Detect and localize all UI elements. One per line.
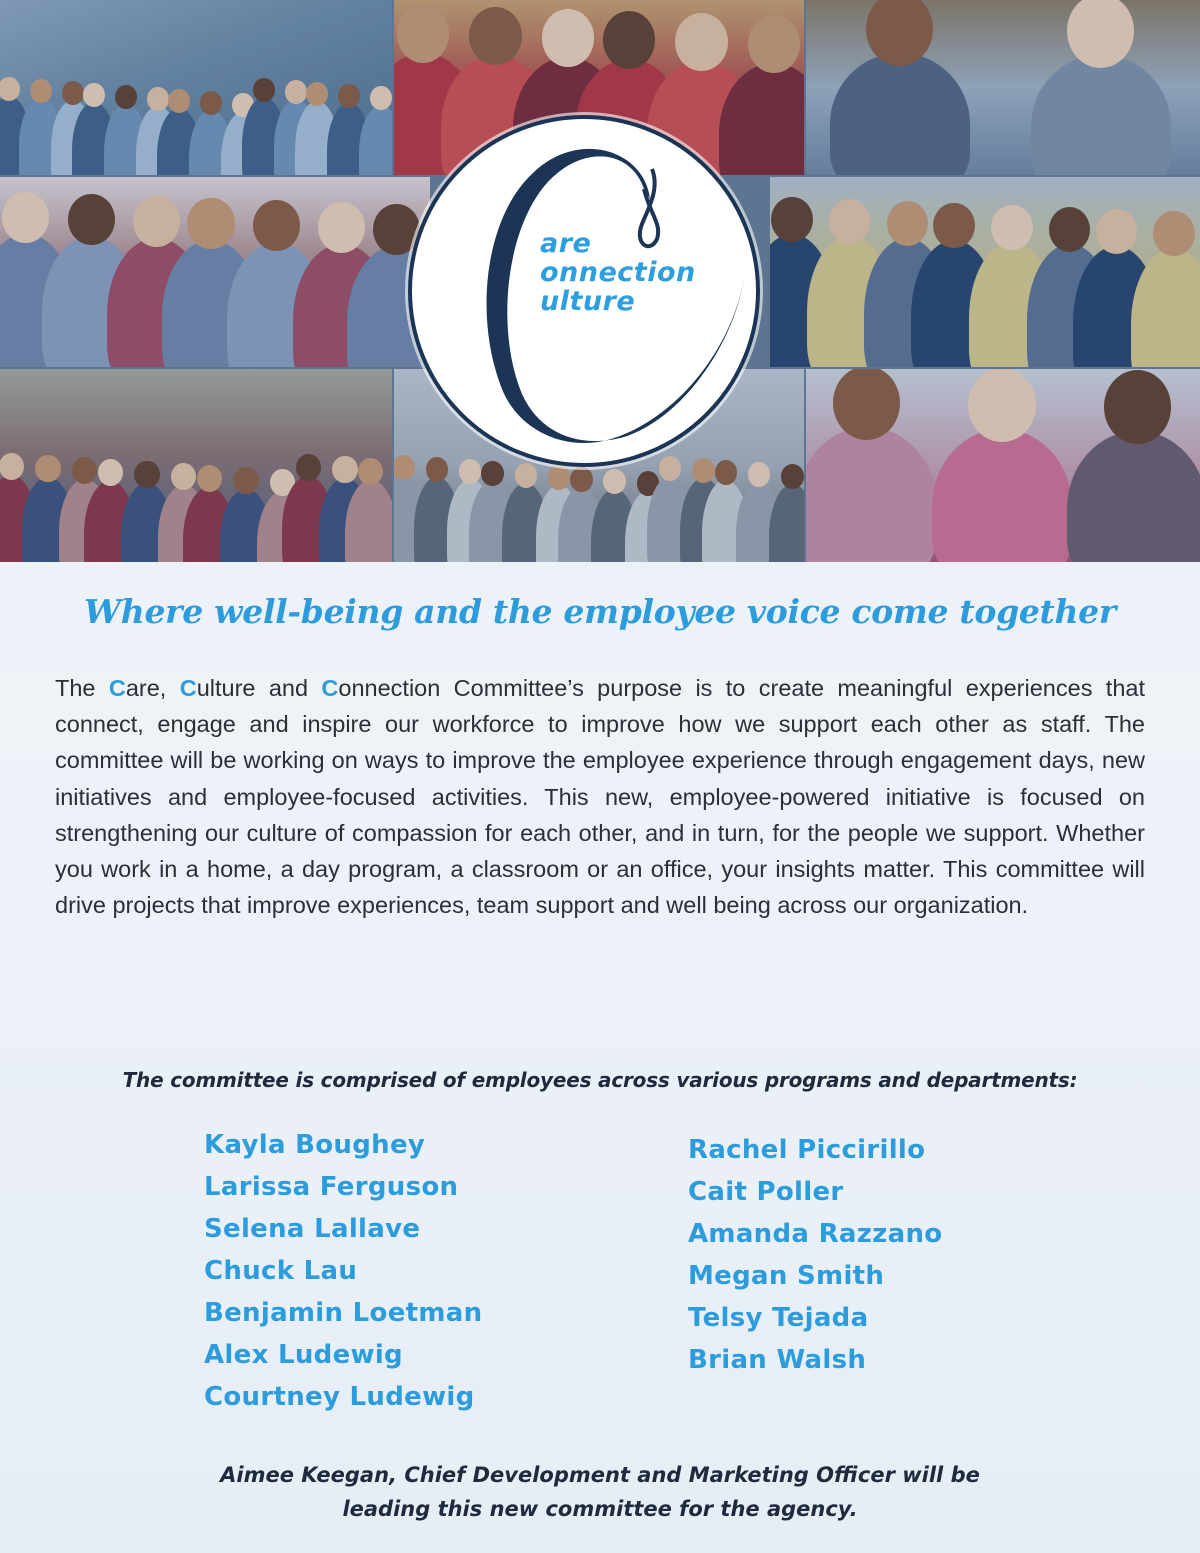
group-photo bbox=[806, 0, 1200, 175]
person-silhouette bbox=[257, 491, 309, 562]
person-head bbox=[0, 453, 24, 481]
member-name: Benjamin Loetman bbox=[204, 1298, 483, 1328]
logo-word-culture: ulture bbox=[540, 286, 636, 317]
person-head bbox=[933, 203, 974, 248]
person-head bbox=[83, 83, 105, 107]
group-photo bbox=[806, 369, 1200, 562]
person-silhouette bbox=[807, 236, 893, 367]
person-silhouette bbox=[625, 491, 672, 562]
person-head bbox=[781, 464, 803, 489]
person-head bbox=[168, 89, 190, 113]
member-name: Selena Lallave bbox=[204, 1214, 421, 1244]
person-silhouette bbox=[42, 236, 140, 367]
person-silhouette bbox=[1027, 244, 1113, 367]
person-head bbox=[187, 198, 234, 250]
member-name: Amanda Razzano bbox=[688, 1219, 943, 1249]
closing-line: Aimee Keegan, Chief Development and Marketing Officer will be bbox=[220, 1463, 980, 1487]
person-head bbox=[338, 84, 360, 108]
group-photo bbox=[770, 177, 1200, 367]
person-head bbox=[332, 456, 357, 484]
person-silhouette bbox=[274, 99, 319, 175]
person-head bbox=[833, 369, 900, 440]
group-photo bbox=[0, 0, 392, 175]
member-list-left bbox=[204, 1124, 482, 1418]
person-head bbox=[866, 0, 933, 66]
person-silhouette bbox=[680, 478, 727, 562]
person-head bbox=[1153, 211, 1194, 256]
person-head bbox=[397, 5, 449, 63]
person-silhouette bbox=[770, 234, 835, 367]
logo-wordmark bbox=[540, 229, 696, 316]
person-silhouette bbox=[22, 477, 74, 562]
person-head bbox=[285, 80, 307, 104]
care-connection-culture-logo bbox=[408, 115, 760, 467]
person-silhouette bbox=[327, 103, 372, 175]
person-head bbox=[171, 463, 196, 491]
member-name: Kayla Boughey bbox=[204, 1130, 426, 1160]
person-silhouette bbox=[1073, 246, 1159, 367]
person-head bbox=[991, 205, 1032, 250]
person-silhouette bbox=[162, 240, 260, 367]
member-list-right bbox=[688, 1129, 942, 1381]
person-silhouette bbox=[359, 105, 392, 175]
person-silhouette bbox=[864, 238, 950, 367]
person-head bbox=[542, 9, 594, 67]
closing-line: leading this new committee for the agency. bbox=[342, 1497, 858, 1521]
person-silhouette bbox=[0, 475, 37, 562]
person-silhouette bbox=[242, 97, 287, 175]
person-head bbox=[675, 13, 727, 71]
person-silhouette bbox=[647, 476, 694, 562]
closing-statement bbox=[0, 1458, 1200, 1526]
person-silhouette bbox=[911, 240, 997, 367]
person-silhouette bbox=[183, 487, 235, 562]
group-photo bbox=[0, 369, 392, 562]
person-head bbox=[306, 82, 328, 106]
member-name: Chuck Lau bbox=[204, 1256, 358, 1286]
person-silhouette bbox=[107, 238, 205, 367]
person-silhouette bbox=[221, 112, 266, 175]
person-silhouette bbox=[969, 242, 1055, 367]
person-head bbox=[637, 471, 659, 496]
person-silhouette bbox=[469, 481, 516, 562]
person-silhouette bbox=[104, 104, 149, 175]
intro-text: The bbox=[55, 675, 109, 701]
person-silhouette bbox=[558, 487, 605, 562]
person-head bbox=[1096, 209, 1137, 254]
person-head bbox=[469, 7, 521, 65]
person-head bbox=[887, 201, 928, 246]
person-head bbox=[133, 196, 180, 248]
intro-highlight-letter: C bbox=[108, 675, 126, 701]
member-name: Megan Smith bbox=[688, 1261, 885, 1291]
person-head bbox=[0, 77, 20, 101]
person-silhouette bbox=[51, 100, 96, 175]
person-head bbox=[98, 459, 123, 487]
person-head bbox=[370, 86, 392, 110]
person-silhouette bbox=[282, 476, 334, 562]
group-photo bbox=[0, 177, 430, 367]
person-silhouette bbox=[447, 479, 494, 562]
person-head bbox=[515, 463, 537, 488]
person-silhouette bbox=[1067, 431, 1200, 562]
person-head bbox=[296, 454, 321, 482]
person-silhouette bbox=[0, 234, 75, 367]
person-head bbox=[748, 462, 770, 487]
person-silhouette bbox=[414, 477, 461, 562]
person-silhouette bbox=[702, 480, 749, 562]
person-head bbox=[748, 15, 800, 73]
person-head bbox=[197, 465, 222, 493]
person-head bbox=[771, 197, 812, 242]
person-head bbox=[548, 465, 570, 490]
person-silhouette bbox=[736, 482, 783, 562]
member-name: Larissa Ferguson bbox=[204, 1172, 459, 1202]
person-silhouette bbox=[220, 489, 272, 562]
person-silhouette bbox=[0, 96, 31, 175]
person-silhouette bbox=[59, 479, 111, 562]
person-silhouette bbox=[295, 101, 340, 175]
person-head bbox=[1067, 0, 1134, 68]
logo-word-connection: onnection bbox=[540, 257, 696, 288]
person-head bbox=[72, 457, 97, 485]
person-silhouette bbox=[932, 429, 1072, 562]
person-head bbox=[30, 79, 52, 103]
person-head bbox=[200, 91, 222, 115]
person-head bbox=[318, 202, 365, 254]
person-silhouette bbox=[157, 108, 202, 175]
person-head bbox=[62, 81, 84, 105]
person-silhouette bbox=[84, 481, 136, 562]
person-silhouette bbox=[536, 485, 583, 562]
person-silhouette bbox=[591, 489, 638, 562]
person-head bbox=[603, 11, 655, 69]
member-name: Telsy Tejada bbox=[688, 1303, 869, 1333]
person-head bbox=[147, 87, 169, 111]
person-head bbox=[570, 467, 592, 492]
person-head bbox=[233, 467, 258, 495]
person-silhouette bbox=[227, 242, 325, 367]
person-silhouette bbox=[394, 475, 427, 562]
person-head bbox=[270, 469, 295, 497]
person-silhouette bbox=[136, 106, 181, 175]
person-silhouette bbox=[19, 98, 64, 175]
person-head bbox=[715, 460, 737, 485]
person-head bbox=[968, 369, 1035, 442]
person-silhouette bbox=[502, 483, 549, 562]
person-head bbox=[253, 78, 275, 102]
person-silhouette bbox=[769, 484, 804, 562]
person-head bbox=[232, 93, 254, 117]
person-head bbox=[134, 461, 159, 489]
person-silhouette bbox=[806, 427, 937, 562]
person-silhouette bbox=[319, 478, 371, 562]
committee-heading: The committee is comprised of employees across various programs and departments: bbox=[122, 1068, 1078, 1092]
person-silhouette bbox=[121, 483, 173, 562]
person-head bbox=[253, 200, 300, 252]
intro-highlight-letter: C bbox=[179, 675, 197, 701]
intro-paragraph bbox=[55, 670, 1145, 923]
person-silhouette bbox=[158, 485, 210, 562]
intro-text: ulture and bbox=[196, 675, 322, 701]
intro-text: are, bbox=[125, 675, 180, 701]
person-silhouette bbox=[830, 53, 970, 176]
person-silhouette bbox=[345, 480, 392, 562]
person-head bbox=[35, 455, 60, 483]
person-head bbox=[1104, 370, 1171, 444]
member-name: Alex Ludewig bbox=[204, 1340, 403, 1370]
intro-text: onnection Committee’s purpose is to create meaningful experiences that connect, engage and inspire our workforce to improve how we support each other as staff. The committee will be working on ways to improve the employee experience through engagement days, new initiatives and employee-focused activities. This new, employee-powered initiative is focused on strengthening our culture of compassion for each other, and in turn, for the people we support. Whether you work in a home, a day program, a classroom or an office, your insights matter. This committee will drive projects that improve experiences, team support and well being across our organization. bbox=[55, 675, 1145, 919]
person-head bbox=[68, 194, 115, 246]
person-silhouette bbox=[72, 102, 117, 175]
logo-word-care: are bbox=[540, 228, 592, 259]
person-silhouette bbox=[189, 110, 234, 175]
person-head bbox=[1049, 207, 1090, 252]
person-head bbox=[358, 458, 383, 486]
member-name: Rachel Piccirillo bbox=[688, 1135, 926, 1165]
person-head bbox=[115, 85, 137, 109]
person-silhouette bbox=[293, 244, 391, 367]
person-silhouette bbox=[1031, 55, 1171, 176]
member-name: Courtney Ludewig bbox=[204, 1382, 475, 1412]
person-head bbox=[481, 461, 503, 486]
person-silhouette bbox=[1131, 248, 1200, 367]
person-head bbox=[829, 199, 870, 244]
page-headline: Where well-being and the employee voice come together bbox=[84, 592, 1116, 631]
intro-highlight-letter: C bbox=[321, 675, 339, 701]
person-head bbox=[603, 469, 625, 494]
person-head bbox=[2, 192, 49, 244]
member-name: Cait Poller bbox=[688, 1177, 844, 1207]
member-name: Brian Walsh bbox=[688, 1345, 867, 1375]
